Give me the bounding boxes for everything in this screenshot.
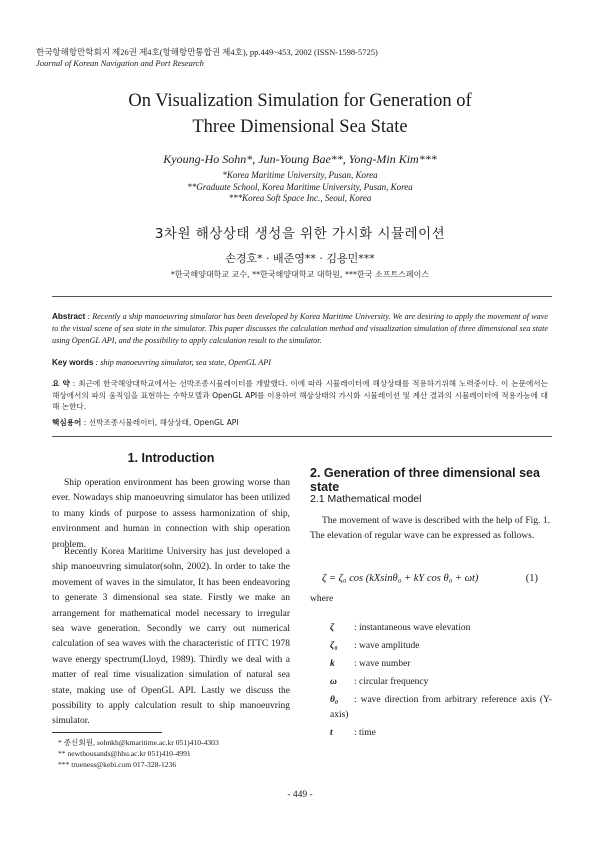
affiliation-2: **Graduate School, Korea Maritime University, Pusan, Korea <box>187 181 413 192</box>
paper-title <box>0 88 600 140</box>
section-1-paragraph-1: Ship operation environment has been growing worse than ever. Nowadays ship manoeuvring simulator has been utilized to many kinds of purpose to assess harmonization of ship, environment and human in connection with ship operation problem. <box>52 478 290 550</box>
variable-item: ζ : instantaneous wave elevation <box>330 623 471 633</box>
abstract-label: Abstract <box>52 312 86 321</box>
korean-affiliations: *한국해양대학교 교수, **한국해양대학교 대학원, ***한국 소프트스페이스 <box>170 270 430 279</box>
equation-1-number: (1) <box>525 573 538 584</box>
korean-keywords <box>52 417 548 428</box>
variable-item: ω : circular frequency <box>330 677 429 687</box>
variable-item: θ₀ : wave direction from arbitrary reference axis (Y-axis) <box>330 695 552 720</box>
keywords-text: : ship manoeuvring simulator, sea state, OpenGL API <box>95 358 271 367</box>
korean-authors: 손경호* · 배준영** · 김용민*** <box>225 252 375 265</box>
footnote-1: * 종신회원, sohnkh@kmaritime.ac.kr 051)410-4303 <box>58 738 219 747</box>
variable-list <box>330 621 552 741</box>
section-2-paragraph-1: The movement of wave is described with the help of Fig. 1. The elevation of regular wave can be expressed as follows. <box>310 516 550 542</box>
top-divider <box>52 296 552 297</box>
title-line-1: On Visualization Simulation for Generation of <box>128 91 472 111</box>
authors: Kyoung-Ho Sohn*, Jun-Young Bae**, Yong-Min Kim*** <box>163 152 437 166</box>
korean-abstract-label: 요 약 <box>52 379 70 388</box>
affiliation-3: ***Korea Soft Space Inc., Seoul, Korea <box>228 193 372 203</box>
journal-header-korean: 한국항해항만학회지 제26권 제4호(항해항만통합권 제4호), pp.449~453, 2002 (ISSN-1598-5725) <box>36 47 378 57</box>
footnotes <box>58 737 219 770</box>
subsection-2-1-heading: 2.1 Mathematical model <box>310 493 422 505</box>
footnote-2: ** newthousands@hhu.ac.kr 051)410-4991 <box>58 749 191 758</box>
affiliations <box>0 170 600 205</box>
section-1-paragraph-2: Recently Korea Maritime University has just developed a ship manoeuvring simulator(sohn, 2002). In order to take the movement of waves in the simulator, It has been endeavoring to generate 3 dimensional sea state. Firstly we make an arrangement for mathematical model necessary to irregular sea wave generation. Secondly we carry out numerical calculation of sea waves with the characteristic of ITTC 1978 wave energy spectrum(Lloyd, 1989). Thirdly we deal with a matter of real time visualization simulation of natural sea state, making use of OpenGL API. Lastly we discuss the possibility to apply calculation result to ship manoeuvring simulator. <box>52 547 290 727</box>
title-line-2: Three Dimensional Sea State <box>192 117 408 137</box>
variable-item: ζ₀ : wave amplitude <box>330 641 420 651</box>
korean-title: 3차원 해상상태 생성을 위한 가시화 시뮬레이션 <box>154 226 446 242</box>
keywords <box>52 358 548 367</box>
korean-abstract <box>52 378 548 413</box>
equation-1 <box>322 573 552 584</box>
equation-1-body: ζ = ζ₀ cos (kXsinθ₀ + kY cos θ₀ + ωt) <box>322 573 479 584</box>
page-number: - 449 - <box>287 790 313 800</box>
variable-item: k : wave number <box>330 659 411 669</box>
journal-header-english: Journal of Korean Navigation and Port Research <box>36 58 204 68</box>
abstract-text: : Recently a ship manoeuvring simulator has been developed by Korea Maritime University. We are desiring to apply the movement of wave to the visual scene of sea state in the simulator. This paper discusses the calculation method and visualization simulation of three dimensional sea state using OpenGL API, and the possibility to apply calculation result to the simulator. <box>52 312 548 345</box>
footnote-3: *** trueness@kebi.com 017-328-1236 <box>58 760 177 769</box>
section-2-heading: 2. Generation of three dimensional sea state <box>310 466 540 494</box>
affiliation-1: *Korea Maritime University, Pusan, Korea <box>222 170 378 180</box>
korean-keywords-label: 핵심용어 <box>52 418 82 427</box>
where-label: where <box>310 594 334 604</box>
korean-abstract-text: : 최근에 한국해양대학교에서는 선박조종시뮬레이터를 개발했다. 이에 따라 시뮬레이터에 해상상태를 적용하기위해 노력중이다. 이 논문에서는 해상에서의 파의 움직임을 표현하는 수학모델과 OpenGL API를 이용하여 해상상태의 가시화 시뮬레이션 및 계산 결과의 시뮬레이터에 적용가능에 대해 논한다. <box>52 379 548 411</box>
keywords-label: Key words <box>52 358 94 367</box>
variable-item: t : time <box>330 728 376 738</box>
bottom-divider <box>52 436 552 437</box>
abstract <box>52 311 548 347</box>
footnote-rule <box>52 732 162 733</box>
section-1-heading: 1. Introduction <box>127 451 215 465</box>
korean-keywords-text: : 선박조종시뮬레이터, 해상상태, OpenGL API <box>83 418 239 427</box>
journal-header <box>36 47 378 69</box>
